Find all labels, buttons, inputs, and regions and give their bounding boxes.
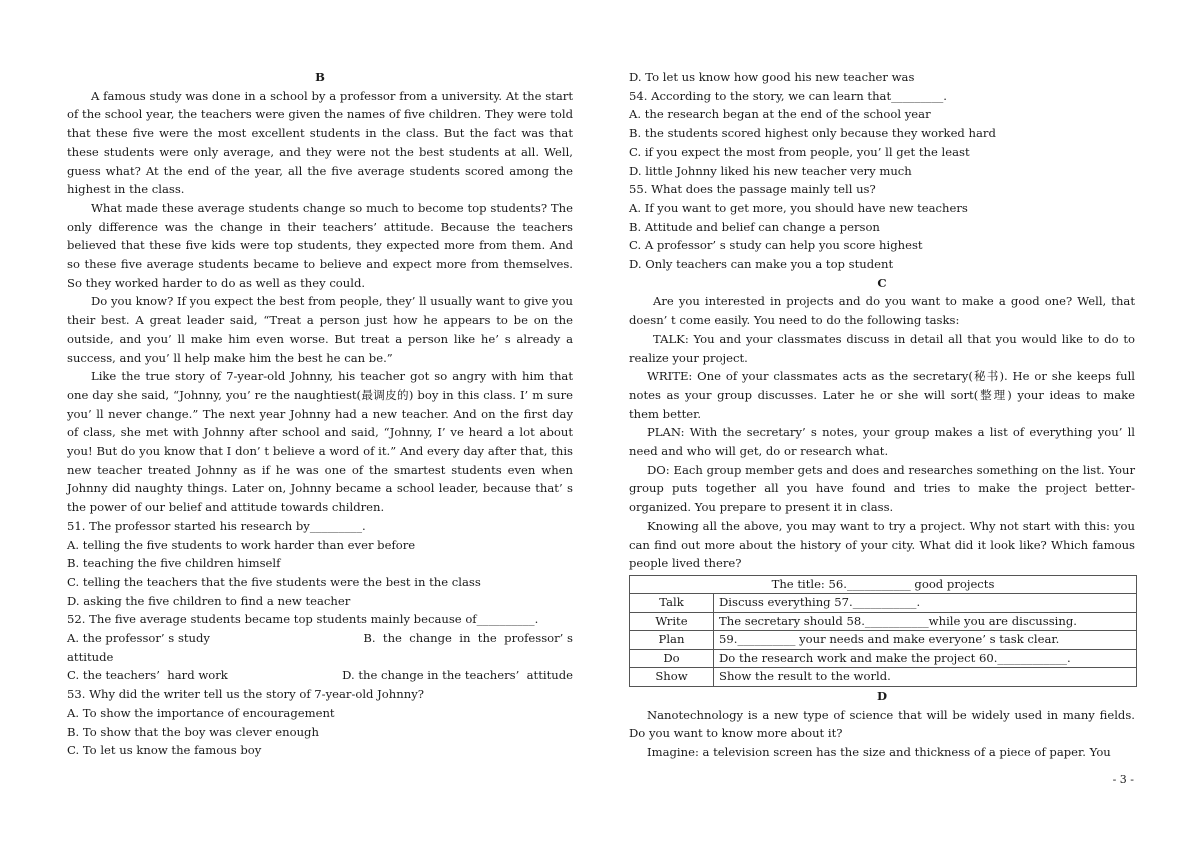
passage-c-paragraph-6: Knowing all the above, you may want to try a project. Why not start with this: you can find out more about the history of your city. What did it look like? Which famous people lived there?: [629, 518, 1135, 571]
question-53: 53. Why did the writer tell us the story of 7-year-old Johnny?: [67, 687, 424, 702]
question-51: 51. The professor started his research by_________.: [67, 518, 366, 533]
q51-option-c: C. telling the teachers that the five students were the best in the class: [67, 574, 481, 589]
q53-option-b: B. To show that the boy was clever enough: [67, 724, 319, 739]
q52-option-b: B. the change in the professor’ s: [363, 631, 573, 646]
passage-b-paragraph-1: A famous study was done in a school by a professor from a university. At the start of the school year, the teachers were given the names of five children. They were told that these five were the most excellent students in the class. But the fact was that these students were only average, and they were not the best students at all. Well, guess what? At the end of the year, all the five average students scored among the highest in the class.: [67, 88, 573, 197]
passage-c-paragraph-1: Are you interested in projects and do you want to make a good one? Well, that doesn’ t come easily. You need to do the following tasks:: [629, 294, 1135, 328]
q55-option-a: A. If you want to get more, you should have new teachers: [629, 200, 968, 215]
q53-option-d: D. To let us know how good his new teacher was: [629, 70, 915, 84]
question-54: 54. According to the story, we can learn that_________.: [629, 88, 947, 103]
table-row: [630, 649, 1137, 668]
question-52: 52. The five average students became top students mainly because of__________.: [67, 612, 539, 627]
table-row: [630, 668, 1137, 687]
q54-option-a: A. the research began at the end of the school year: [629, 107, 931, 122]
passage-d-paragraph-1: Nanotechnology is a new type of science that will be widely used in many fields. Do you want to know more about it?: [629, 707, 1135, 741]
table-value-do: Do the research work and make the project 60.____________.: [714, 649, 1137, 668]
q55-option-d: D. Only teachers can make you a top student: [629, 257, 894, 272]
q55-option-b: B. Attitude and belief can change a person: [629, 219, 880, 234]
q54-option-c: C. if you expect the most from people, you’ ll get the least: [629, 144, 970, 159]
table-title: The title: 56.___________ good projects: [630, 575, 1137, 594]
q54-option-b: B. the students scored highest only because they worked hard: [629, 126, 996, 141]
q53-option-a: A. To show the importance of encouragement: [67, 705, 335, 720]
passage-c-talk: TALK: You and your classmates discuss in detail all that you would like to do to realize your project.: [629, 331, 1135, 365]
section-c-heading: C: [877, 275, 887, 290]
page-number: - 3 -: [1112, 773, 1134, 786]
passage-b-paragraph-3: Do you know? If you expect the best from people, they’ ll usually want to give you their best. A great leader said, “Treat a person just how he appears to be on the outside, and you’ ll make him even worse. But treat a person like he’ s already a success, and you’ ll help make him the best he can be.”: [67, 294, 573, 365]
table-value-plan: 59.__________ your needs and make everyone’ s task clear.: [714, 631, 1137, 650]
table-key-plan: Plan: [630, 631, 714, 650]
section-b-heading: B: [315, 70, 325, 84]
table-key-do: Do: [630, 649, 714, 668]
passage-c-do: DO: Each group member gets and does and researches something on the list. Your group puts together all you have found and tries to make the project better-organized. You prepare to present it in class.: [629, 462, 1135, 515]
table-key-talk: Talk: [630, 594, 714, 613]
q51-option-b: B. teaching the five children himself: [67, 556, 281, 571]
q52-options-row-2: [67, 666, 573, 685]
table-value-talk: Discuss everything 57.___________.: [714, 594, 1137, 613]
q52-option-d: D. the change in the teachers’ attitude: [342, 668, 573, 683]
q52-option-a: A. the professor’ s study: [67, 631, 210, 646]
q52-options-row-1: [67, 629, 573, 648]
table-row: [630, 631, 1137, 650]
table-row: [630, 594, 1137, 613]
table-value-write: The secretary should 58.___________while you are discussing.: [714, 612, 1137, 631]
table-title-row: [630, 575, 1137, 594]
q51-option-a: A. telling the five students to work harder than ever before: [67, 537, 416, 552]
right-column: [629, 68, 1135, 762]
table-value-show: Show the result to the world.: [714, 668, 1137, 687]
table-key-write: Write: [630, 612, 714, 631]
q54-option-d: D. little Johnny liked his new teacher very much: [629, 163, 912, 178]
passage-c-write: WRITE: One of your classmates acts as the secretary(秘书). He or she keeps full notes as your group discusses. Later he or she will sort(整理) your ideas to make them better.: [629, 369, 1135, 421]
passage-b-paragraph-4: Like the true story of 7-year-old Johnny, his teacher got so angry with him that one day she said, “Johnny, you’ re the naughtiest(最调皮的) boy in this class. I’ m sure you’ ll never change.” The next year Johnny had a new teacher. And on the first day of class, she met with Johnny after school and said, “Johnny, I’ ve heard a lot about you! But do you know that I don’ t believe a word of it.” And every day after that, this new teacher treated Johnny as if he was one of the smartest students even when Johnny did naughty things. Later on, Johnny became a school leader, because that’ s the power of our belief and attitude towards children.: [67, 369, 573, 515]
table-row: [630, 612, 1137, 631]
q52-option-b-continued: attitude: [67, 649, 114, 664]
passage-d-paragraph-2: Imagine: a television screen has the size and thickness of a piece of paper. You: [647, 745, 1111, 760]
table-key-show: Show: [630, 668, 714, 687]
q52-option-c: C. the teachers’ hard work: [67, 668, 228, 683]
passage-b-paragraph-2: What made these average students change so much to become top students? The only difference was the change in their teachers’ attitude. Because the teachers believed that these five kids were top students, they expected more from them. And so these five average students became to believe and expect more from themselves. So they worked harder to do as well as they could.: [67, 200, 573, 290]
question-55: 55. What does the passage mainly tell us?: [629, 182, 876, 197]
passage-c-plan: PLAN: With the secretary’ s notes, your group makes a list of everything you’ ll need and who will get, do or research what.: [629, 425, 1135, 459]
left-column: [67, 68, 573, 760]
project-tasks-table: [629, 575, 1137, 687]
section-d-heading: D: [876, 688, 888, 703]
q55-option-c: C. A professor’ s study can help you score highest: [629, 238, 923, 253]
q51-option-d: D. asking the five children to find a new teacher: [67, 593, 351, 608]
q53-option-c: C. To let us know the famous boy: [67, 743, 262, 758]
